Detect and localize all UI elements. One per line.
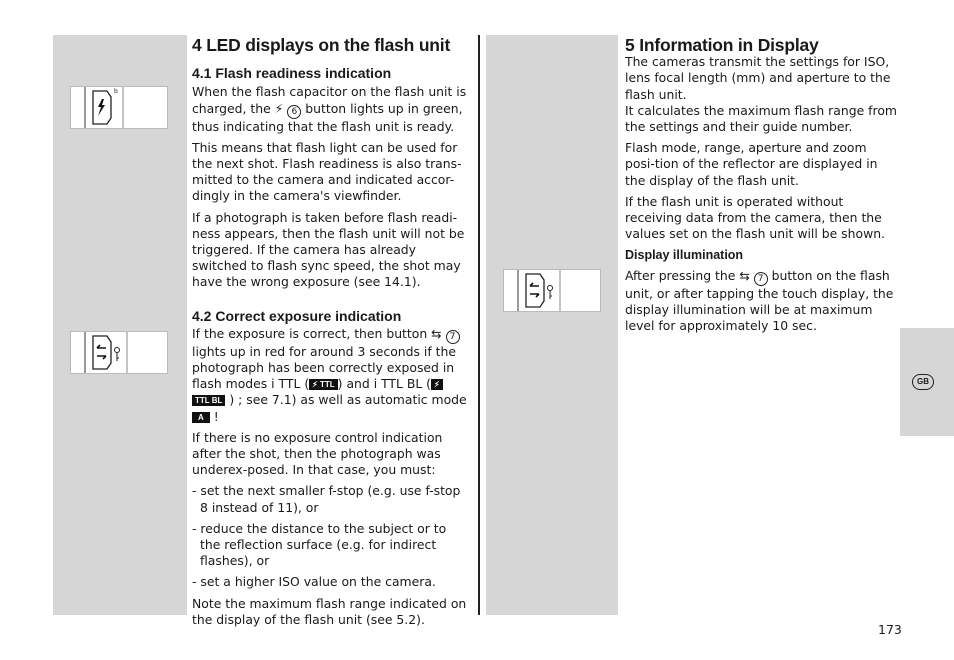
- list-item: - set a higher ISO value on the camera.: [192, 574, 436, 590]
- column-divider: [478, 35, 480, 615]
- button-number-6: 6: [287, 105, 301, 119]
- paragraph: If the flash unit is operated without receiving data from the camera, then the values set on the flash unit will be shown.: [625, 193, 885, 242]
- button-number-7: 7: [446, 330, 460, 344]
- paragraph: When the flash capacitor on the flash unit is charged, the ⚡︎ 6 button lights up in green, thus indicating that the flash unit is ready.: [192, 84, 467, 134]
- swap-arrows-icon: ⇆: [431, 325, 442, 341]
- paragraph: This means that flash light can be used for the next shot. Flash readiness is also trans-mitted to the camera and indicated accor-dingly in the camera's viewfinder.: [192, 139, 462, 204]
- exposure-button-image: [70, 331, 168, 374]
- svg-text:b: b: [114, 88, 118, 95]
- paragraph: After pressing the ⇆ 7 button on the flash unit, or after tapping the touch display, the display illumination will be at maximum level for approximately 10 sec.: [625, 267, 894, 334]
- display-illumination-heading: Display illumination: [625, 248, 744, 263]
- paragraph: The cameras transmit the settings for ISO, lens focal length (mm) and aperture to the flash unit.: [625, 54, 891, 102]
- ttl-bl-mode-badge: TTL BL: [192, 395, 225, 406]
- section-5-title: 5 Information in Display: [625, 35, 819, 55]
- ttl-bl-icon-badge: ⚡︎: [431, 379, 443, 390]
- swap-arrows-icon: ⇆: [739, 267, 750, 283]
- middle-margin-strip: [486, 35, 618, 615]
- language-tab-label: GB: [912, 374, 934, 390]
- list-item: - reduce the distance to the subject or to the reflection surface (e.g. for indirect flashes), or: [192, 520, 447, 569]
- paragraph: Flash mode, range, aperture and zoom posi-tion of the reflector are displayed in the display of the flash unit.: [625, 140, 878, 188]
- section-4-title: 4 LED displays on the flash unit: [192, 35, 451, 55]
- paragraph: It calculates the maximum flash range from the settings and their guide number.: [625, 102, 897, 135]
- section-4-column: [192, 37, 468, 633]
- flash-bolt-icon: ⚡︎: [274, 100, 284, 116]
- list-item: - set the next smaller f-stop (e.g. use f-stop 8 instead of 11), or: [192, 483, 461, 515]
- subsection-4-1-title: 4.1 Flash readiness indication: [192, 65, 392, 82]
- subsection-4-2-title: 4.2 Correct exposure indication: [192, 307, 402, 324]
- paragraph: Note the maximum flash range indicated on the display of the flash unit (see 5.2).: [192, 595, 467, 627]
- ttl-mode-badge: ⚡︎ TTL: [309, 379, 338, 390]
- flash-ready-button-image: [70, 86, 168, 129]
- paragraph: If the exposure is correct, then button ⇆ 7 lights up in red for around 3 seconds if the photograph has been correctly exposed in flash modes i TTL ( ⚡︎ TTL ) and i TTL BL ( ⚡︎ TTL BL ) ; see 7.1) as well as automatic mode A !: [192, 325, 467, 424]
- display-button-image: [503, 269, 601, 312]
- auto-mode-badge: A: [192, 412, 210, 423]
- paragraph: If there is no exposure control indication after the shot, then the photograph was underex-posed. In that case, you must:: [192, 429, 443, 478]
- button-number-7: 7: [754, 272, 768, 286]
- section-5-column: [625, 37, 899, 339]
- page-number: 173: [878, 622, 902, 637]
- paragraph: If a photograph is taken before flash readi-ness appears, then the flash unit will not be triggered. If the camera has already switched to flash sync speed, the shot may have the wrong exposure (see 14.1).: [192, 209, 465, 290]
